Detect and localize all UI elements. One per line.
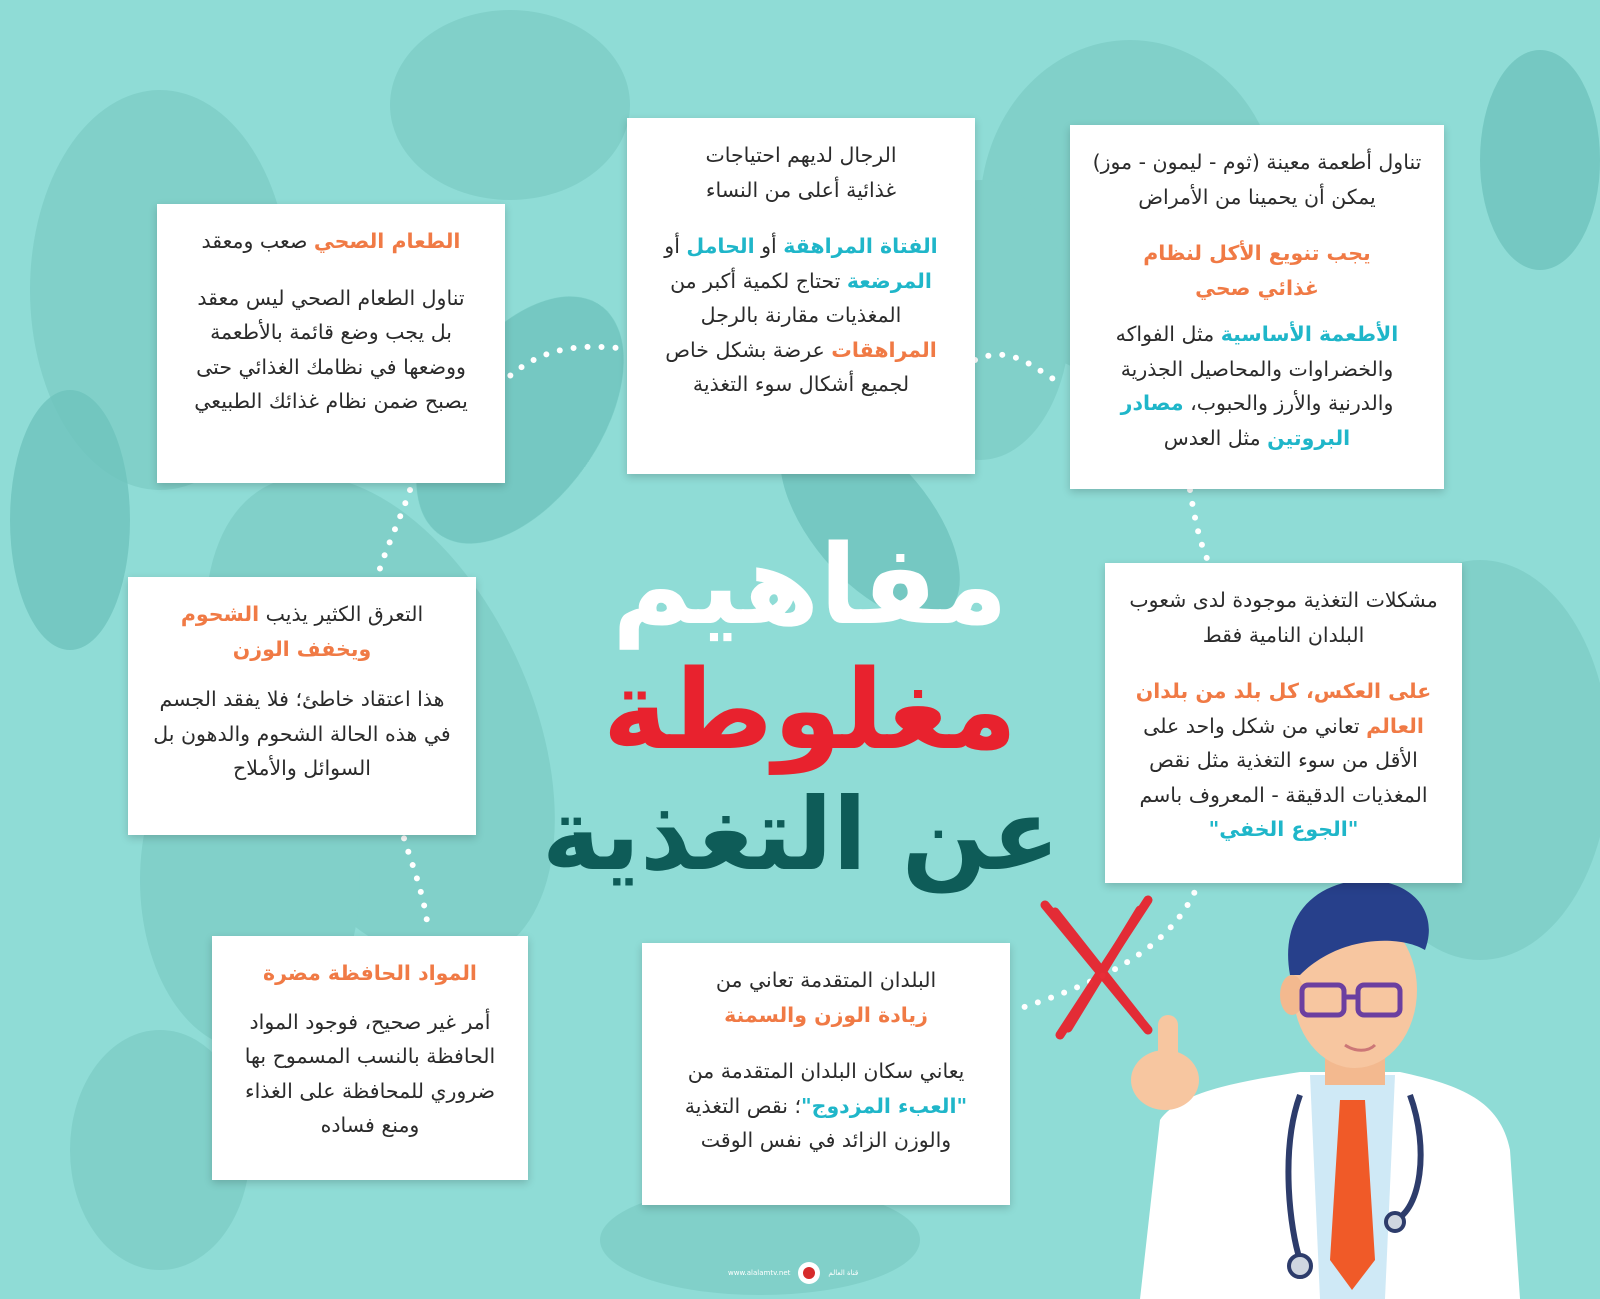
body-text: ؛ نقص التغذية والوزن الزائد في نفس الوقت bbox=[684, 1093, 952, 1152]
card-body bbox=[1092, 317, 1422, 455]
card-heading bbox=[150, 597, 454, 666]
body-text: مثل العدس bbox=[1163, 425, 1268, 450]
card-specific-foods bbox=[1070, 125, 1444, 489]
heading-text: البلدان المتقدمة تعاني من bbox=[715, 968, 937, 992]
footer bbox=[728, 1262, 858, 1284]
highlight: "الجوع الخفي" bbox=[1208, 817, 1359, 841]
card-body bbox=[649, 229, 953, 402]
highlight: مصادر البروتين bbox=[1120, 391, 1351, 450]
highlight: الطعام الصحي bbox=[313, 229, 461, 253]
card-healthy-food bbox=[157, 204, 505, 483]
highlight: الحامل bbox=[686, 234, 755, 258]
body-text: عرضة بشكل خاص لجميع أشكال سوء التغذية bbox=[665, 337, 910, 396]
title-line-2: مغلوطة bbox=[602, 646, 1018, 774]
footer-url: www.alalamtv.net bbox=[728, 1269, 791, 1277]
card-sweating bbox=[128, 577, 476, 835]
card-developing bbox=[1105, 563, 1462, 883]
card-heading: المواد الحافظة مضرة bbox=[263, 961, 477, 985]
highlight: الأطعمة الأساسية bbox=[1220, 322, 1399, 346]
card-body: تناول الطعام الصحي ليس معقد بل يجب وضع قائمة بالأطعمة ووضعها في نظامك الغذائي حتى يصبح ضمن نظام غذائك الطبيعي bbox=[194, 285, 468, 413]
body-text: تحتاج لكمية أكبر من المغذيات مقارنة بالرجل bbox=[670, 268, 902, 327]
card-men-needs bbox=[627, 118, 975, 474]
footer-channel: قناة العالم bbox=[828, 1269, 859, 1277]
card-heading: تناول أطعمة معينة (ثوم - ليمون - موز) يمكن أن يحمينا من الأمراض bbox=[1092, 150, 1422, 209]
heading-text: صعب ومعقد bbox=[201, 229, 314, 253]
title-line-3: عن التغذية bbox=[541, 776, 1060, 893]
card-body: أمر غير صحيح، فوجود المواد الحافظة بالنسب المسموح بها ضروري للمحافظة على الغذاء ومنع فساده bbox=[244, 1009, 496, 1137]
highlight: المراهقات bbox=[831, 337, 937, 362]
card-developed bbox=[642, 943, 1010, 1205]
highlight: على العكس، كل بلد من بلدان العالم bbox=[1135, 679, 1432, 738]
highlight: الشحوم ويخفف الوزن bbox=[180, 602, 372, 661]
card-heading bbox=[664, 963, 988, 1032]
body-text: أو bbox=[664, 234, 687, 258]
card-body: هذا اعتقاد خاطئ؛ فلا يفقد الجسم في هذه الحالة الشحوم والدهون بل السوائل والأملاح bbox=[153, 687, 451, 780]
channel-logo-icon bbox=[798, 1262, 820, 1284]
body-text: مثل الفواكه والخضراوات والمحاصيل الجذرية والدرنية والأرز والحبوب، bbox=[1115, 322, 1394, 415]
card-heading: الرجال لديهم احتياجات غذائية أعلى من النساء bbox=[705, 143, 897, 202]
card-heading bbox=[179, 224, 483, 259]
card-subheading: يجب تنويع الأكل لنظام غذائي صحي bbox=[1143, 241, 1371, 300]
card-body bbox=[664, 1054, 988, 1158]
card-heading: مشكلات التغذية موجودة لدى شعوب البلدان النامية فقط bbox=[1129, 588, 1438, 647]
heading-text: التعرق الكثير يذيب bbox=[259, 602, 424, 626]
card-preservatives bbox=[212, 936, 528, 1180]
body-text: يعاني سكان البلدان المتقدمة من bbox=[687, 1059, 965, 1083]
highlight: الفتاة المراهقة bbox=[783, 234, 938, 258]
body-text: تعاني من شكل واحد على الأقل من سوء التغذية مثل نقص المغذيات الدقيقة - المعروف باسم bbox=[1139, 713, 1428, 807]
highlight: زيادة الوزن والسمنة bbox=[724, 1002, 928, 1027]
title-line-1: مفاهيم bbox=[611, 521, 1008, 649]
card-body bbox=[1127, 674, 1440, 847]
body-text: أو bbox=[754, 234, 784, 258]
highlight: "العبء المزدوج" bbox=[800, 1093, 968, 1118]
highlight: المرضعة bbox=[846, 268, 932, 293]
